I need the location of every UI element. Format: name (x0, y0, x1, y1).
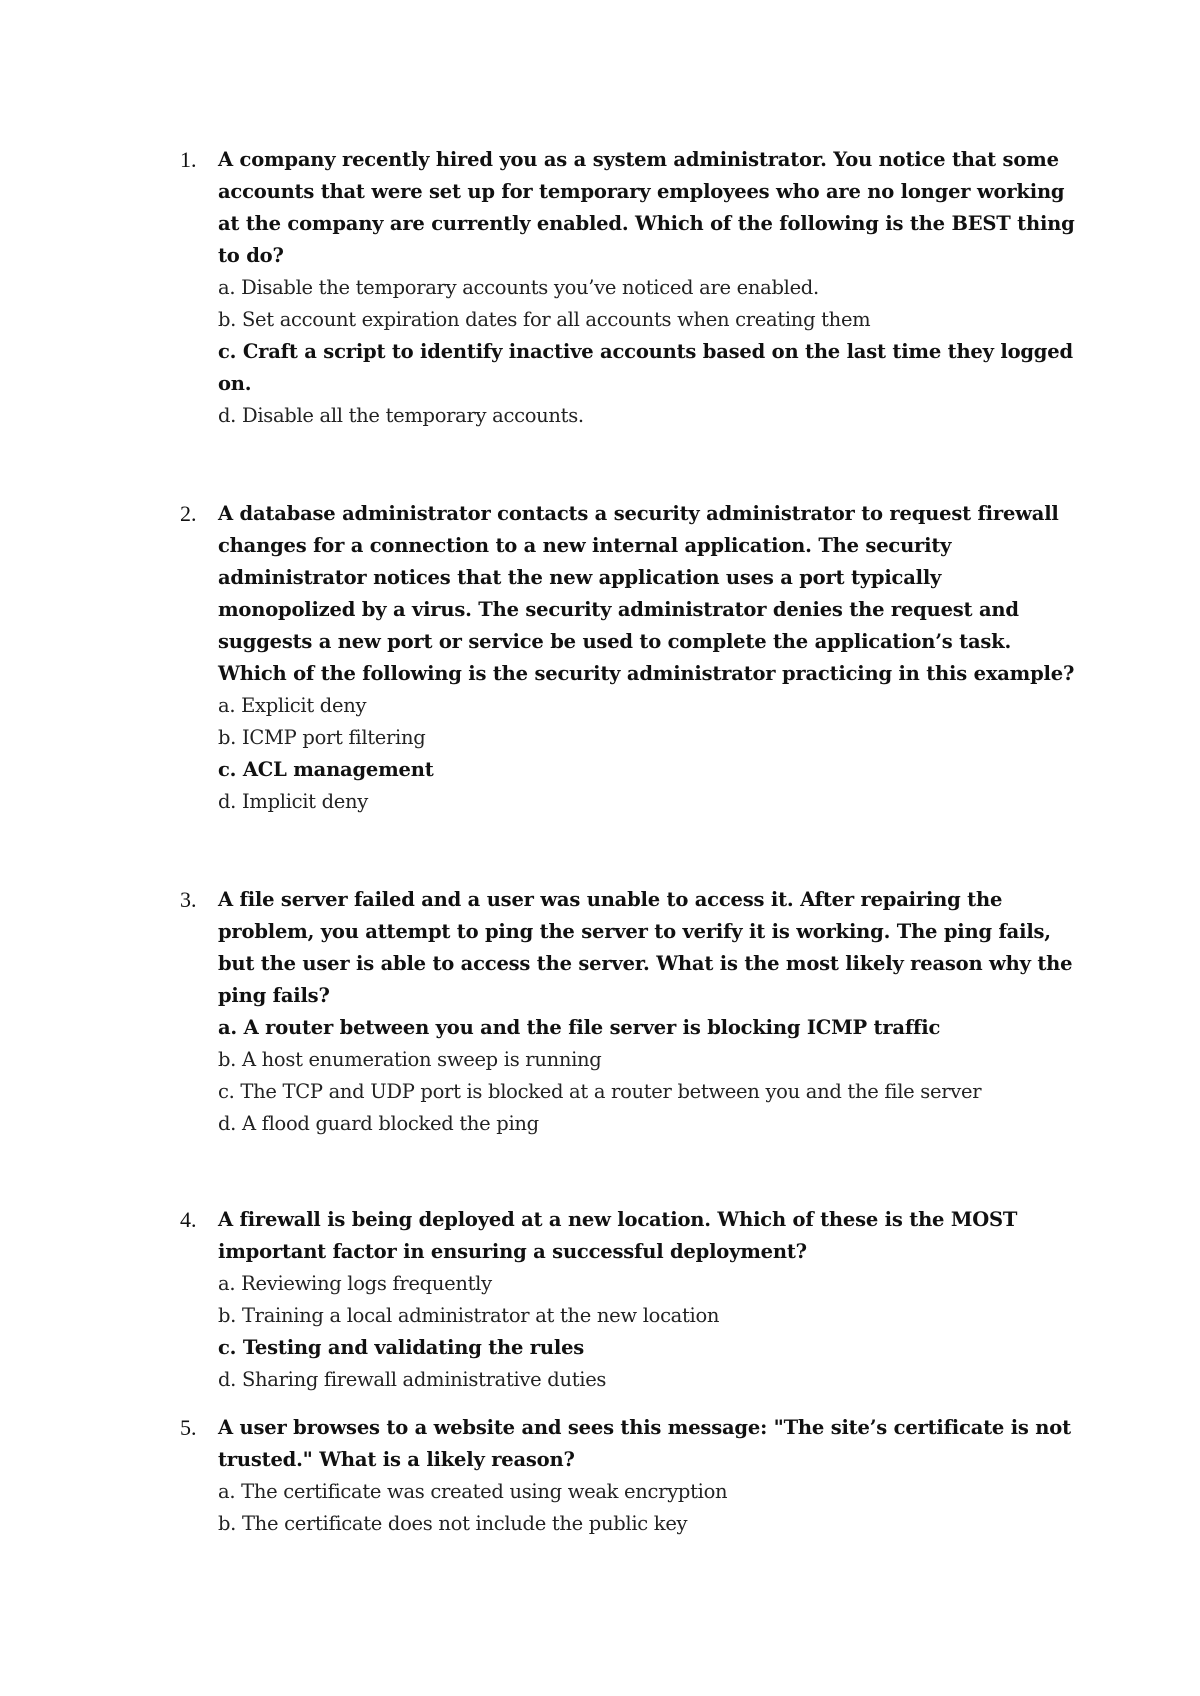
question-1 (180, 144, 1080, 432)
answer-option-c-correct: c. Testing and validating the rules (218, 1336, 585, 1359)
answer-option-b: b. A host enumeration sweep is running (218, 1048, 602, 1071)
answer-option-b: b. The certificate does not include the public key (218, 1512, 688, 1535)
question-4 (180, 1204, 1080, 1396)
answer-option-d: d. Implicit deny (218, 790, 369, 813)
answer-option-b: b. ICMP port filtering (218, 726, 426, 749)
answer-option-c-correct: c. Craft a script to identify inactive accounts based on the last time they logged on. (218, 340, 1073, 395)
answer-option-a: a. The certificate was created using weak encryption (218, 1480, 728, 1503)
question-text: A firewall is being deployed at a new location. Which of these is the MOST important factor in ensuring a successful deployment? (218, 1208, 1018, 1263)
question-2 (180, 498, 1080, 818)
answer-option-a: a. Reviewing logs frequently (218, 1272, 492, 1295)
answer-option-a: a. Explicit deny (218, 694, 367, 717)
answer-option-a-correct: a. A router between you and the file server is blocking ICMP traffic (218, 1016, 941, 1039)
answer-option-d: d. Sharing firewall administrative duties (218, 1368, 607, 1391)
answer-option-c-correct: c. ACL management (218, 758, 434, 781)
question-number: 2. (180, 501, 197, 526)
answer-option-c: c. The TCP and UDP port is blocked at a router between you and the file server (218, 1080, 982, 1103)
answer-option-b: b. Training a local administrator at the new location (218, 1304, 720, 1327)
answer-option-d: d. A flood guard blocked the ping (218, 1112, 539, 1135)
answer-options (218, 1268, 1080, 1396)
answer-options (218, 1012, 1080, 1140)
answer-option-b: b. Set account expiration dates for all accounts when creating them (218, 308, 871, 331)
question-text: A database administrator contacts a security administrator to request firewall changes for a connection to a new internal application. The security administrator notices that the new application uses a port typically monopolized by a virus. The security administrator denies the request and suggests a new port or service be used to complete the application’s task. Which of the following is the security administrator practicing in this example? (218, 502, 1075, 685)
question-number: 4. (180, 1207, 197, 1232)
answer-options (218, 272, 1080, 432)
question-text: A user browses to a website and sees this message: "The site’s certificate is not trusted." What is a likely reason? (218, 1416, 1071, 1471)
question-number: 3. (180, 887, 197, 912)
question-text: A file server failed and a user was unable to access it. After repairing the problem, you attempt to ping the server to verify it is working. The ping fails, but the user is able to access the server. What is the most likely reason why the ping fails? (218, 888, 1073, 1007)
question-5 (180, 1412, 1080, 1540)
answer-option-d: d. Disable all the temporary accounts. (218, 404, 584, 427)
question-text: A company recently hired you as a system administrator. You notice that some accounts that were set up for temporary employees who are no longer working at the company are currently enabled. Which of the following is the BEST thing to do? (218, 148, 1075, 267)
answer-option-a: a. Disable the temporary accounts you’ve noticed are enabled. (218, 276, 819, 299)
question-number: 1. (180, 147, 197, 172)
answer-options (218, 1476, 1080, 1540)
answer-options (218, 690, 1080, 818)
question-number: 5. (180, 1415, 197, 1440)
question-3 (180, 884, 1080, 1140)
